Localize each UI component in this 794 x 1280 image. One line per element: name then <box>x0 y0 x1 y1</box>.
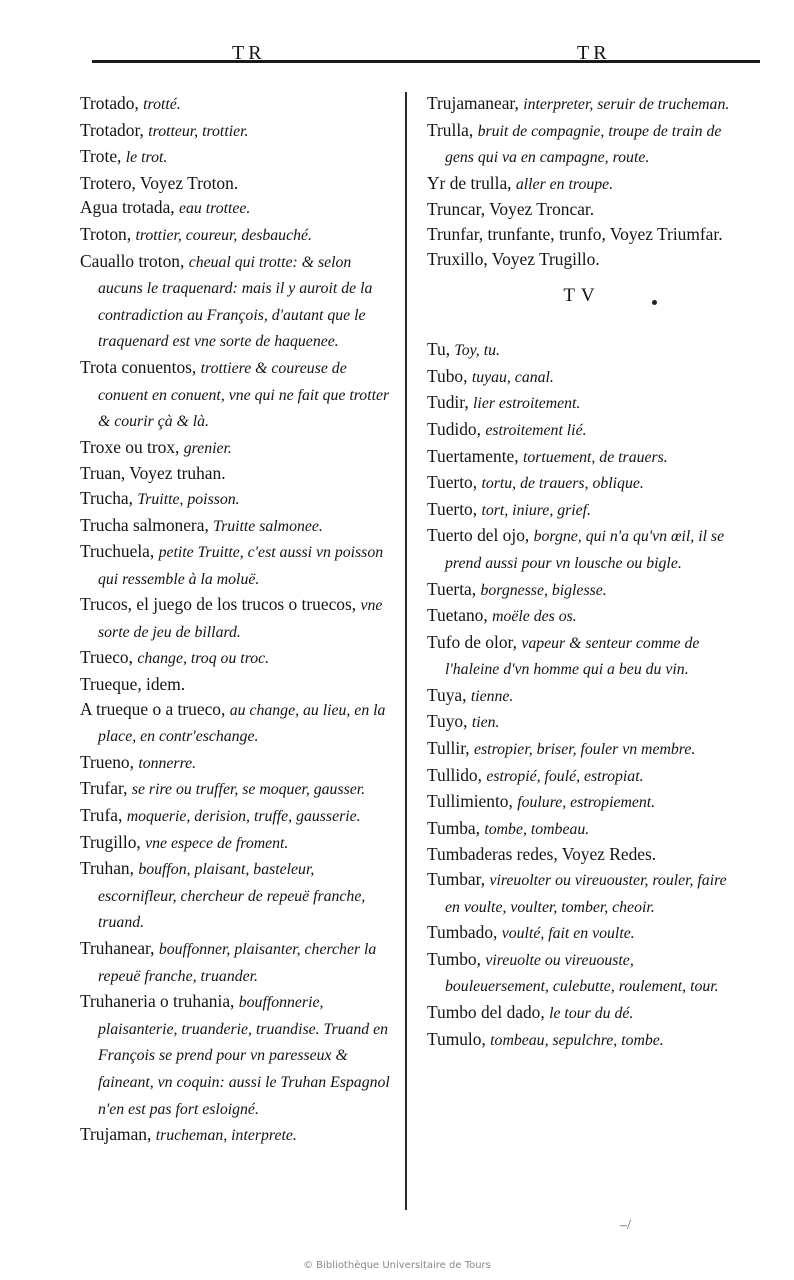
dictionary-entry <box>80 750 390 777</box>
entry-headword: Tullimiento, <box>427 791 513 812</box>
entry-headword: Troxe ou trox, <box>80 436 180 457</box>
dictionary-entry <box>80 171 390 196</box>
header-rule <box>92 60 760 63</box>
entry-definition: tortu, de trauers, oblique. <box>481 475 644 493</box>
entry-headword: Tumbar, <box>427 869 486 890</box>
dictionary-entry <box>80 486 390 513</box>
entry-headword: Truxillo, Voyez Trugillo. <box>427 248 600 269</box>
dictionary-entry <box>427 683 737 710</box>
entry-headword: Tubo, <box>427 365 468 386</box>
entry-headword: Trueque, idem. <box>80 674 186 695</box>
entry-definition: Toy, tu. <box>454 342 500 360</box>
dictionary-entry <box>427 523 737 576</box>
entry-headword: Tuya, <box>427 684 467 705</box>
entry-definition: tuyau, canal. <box>471 368 554 386</box>
entry-definition: Truitte, poisson. <box>137 490 240 508</box>
entry-headword: Tuerto del ojo, <box>427 525 530 546</box>
dictionary-entry <box>427 470 737 497</box>
dictionary-entry <box>427 91 737 118</box>
entry-headword: Tumulo, <box>427 1028 486 1049</box>
column-divider <box>405 92 407 1210</box>
dictionary-entry <box>427 247 737 272</box>
dictionary-entry <box>80 989 390 1122</box>
entry-headword: Tumbo del dado, <box>427 1002 545 1022</box>
entry-definition: change, troq ou troc. <box>137 650 270 668</box>
dictionary-entry <box>427 577 737 604</box>
entry-definition: Truitte salmonee. <box>213 517 323 535</box>
dictionary-entry <box>427 390 737 417</box>
dictionary-entry <box>80 222 390 249</box>
entry-headword: Tudido, <box>427 418 481 439</box>
running-head-left: TR <box>232 42 266 64</box>
entry-headword: Trugillo, <box>80 831 141 852</box>
entry-headword: Tullido, <box>427 764 482 785</box>
dictionary-entry <box>80 461 390 486</box>
entry-headword: Tumbado, <box>427 922 498 943</box>
entry-definition: lier estroitement. <box>473 395 581 413</box>
ink-mark: –/ <box>620 1218 631 1233</box>
dictionary-entry <box>427 1000 737 1027</box>
entry-headword: Trucos, el juego de los trucos o truecos, <box>80 594 357 615</box>
dictionary-entry <box>80 355 390 435</box>
entry-definition: moquerie, derision, truffe, gausserie. <box>126 808 361 826</box>
entry-definition: tort, iniure, grief. <box>481 501 592 519</box>
dictionary-entry <box>80 249 390 355</box>
left-column <box>80 91 390 1149</box>
dictionary-entry <box>80 776 390 803</box>
entry-headword: Trueco, <box>80 647 133 668</box>
entry-definition: vapeur & senteur comme de l'haleine d'vn homme qui a beu du vin. <box>445 634 700 679</box>
entry-definition: foulure, estropiement. <box>517 794 656 812</box>
entry-headword: Tumbo, <box>427 948 481 969</box>
dictionary-entry <box>427 842 737 867</box>
entry-headword: Trote, <box>80 146 122 167</box>
entry-headword: Truncar, Voyez Troncar. <box>427 199 595 220</box>
entry-headword: Trujaman, <box>80 1124 152 1145</box>
entry-headword: Tumbaderas redes, Voyez Redes. <box>427 844 657 865</box>
entry-headword: Cauallo troton, <box>80 250 185 271</box>
entry-definition: tien. <box>471 714 500 732</box>
entry-headword: Truhaneria o truhania, <box>80 991 235 1012</box>
entry-headword: Trucha, <box>80 487 133 508</box>
dictionary-entry <box>427 1027 737 1054</box>
dictionary-entry <box>427 364 737 391</box>
entry-headword: Tuerto, <box>427 498 478 519</box>
entry-headword: Tullir, <box>427 738 470 759</box>
dictionary-entry <box>427 867 737 920</box>
entry-headword: Tufo de olor, <box>427 631 517 652</box>
entry-definition: estropier, briser, fouler vn membre. <box>474 741 696 759</box>
entry-headword: Trotero, Voyez Troton. <box>80 172 239 193</box>
entry-definition: trucheman, interprete. <box>155 1127 297 1145</box>
dictionary-entry <box>427 337 737 364</box>
right-column <box>427 91 737 1053</box>
entry-headword: Tudir, <box>427 392 469 413</box>
entry-headword: Tuerta, <box>427 578 477 599</box>
dictionary-entry <box>427 417 737 444</box>
entry-headword: Tumba, <box>427 817 480 838</box>
dictionary-entry <box>427 816 737 843</box>
entry-definition: bouffonner, plaisanter, chercher la repeuë franche, truander. <box>98 941 377 985</box>
entry-definition: trotteur, trottier. <box>148 122 249 140</box>
dictionary-entry <box>427 920 737 947</box>
entry-definition: tonnerre. <box>138 754 197 772</box>
entry-headword: Trunfar, trunfante, trunfo, Voyez Triumfar. <box>427 223 723 244</box>
entry-headword: Trufa, <box>80 805 123 826</box>
entry-definition: tortuement, de trauers. <box>522 448 668 466</box>
entry-headword: Tuyo, <box>427 711 468 732</box>
entry-definition: trotté. <box>143 96 181 113</box>
entry-definition: vireuolter ou vireuouster, rouler, faire en voulte, voulter, tomber, cheoir. <box>445 872 727 916</box>
dictionary-entry <box>427 630 737 683</box>
dictionary-entry <box>80 195 390 222</box>
entry-headword: Troton, <box>80 223 132 244</box>
entry-definition: moële des os. <box>492 608 577 626</box>
entry-headword: A trueque o a trueco, <box>80 698 226 719</box>
entry-definition: bruit de compagnie, troupe de train de gens qui va en campagne, route. <box>445 122 722 167</box>
dictionary-entry <box>427 947 737 1000</box>
section-heading-tv: TV <box>563 285 601 307</box>
entry-headword: Trufar, <box>80 778 128 799</box>
dictionary-entry <box>80 803 390 830</box>
entry-definition: voulté, fait en voulte. <box>501 925 635 943</box>
dictionary-entry <box>427 603 737 630</box>
dictionary-entry <box>80 513 390 540</box>
entry-definition: cheual qui trotte: & selon aucuns le traquenard: mais il y auroit de la contradiction au François, d'autant que le traquenard est vne sorte de haquenee. <box>98 253 373 351</box>
entry-headword: Truhanear, <box>80 938 155 958</box>
dictionary-entry <box>80 435 390 462</box>
dictionary-entry <box>80 672 390 697</box>
dictionary-entry <box>80 539 390 592</box>
entry-headword: Tuetano, <box>427 605 488 626</box>
dictionary-entry <box>80 645 390 672</box>
entry-definition: tombeau, sepulchre, tombe. <box>490 1031 664 1049</box>
entry-definition: estroitement lié. <box>485 421 587 439</box>
entry-headword: Trucha salmonera, <box>80 514 209 535</box>
running-head-right: TR <box>577 42 611 64</box>
entry-headword: Agua trotada, <box>80 197 175 218</box>
entry-definition: interpreter, seruir de trucheman. <box>523 96 730 113</box>
entry-headword: Trujamanear, <box>427 93 519 113</box>
entry-headword: Trota conuentos, <box>80 356 197 377</box>
dictionary-entry <box>80 118 390 145</box>
entry-headword: Trueno, <box>80 751 134 772</box>
dictionary-entry <box>80 91 390 118</box>
entry-definition: tombe, tombeau. <box>484 820 590 838</box>
right-column-tv-entries <box>427 337 737 1053</box>
dictionary-entry <box>427 444 737 471</box>
dictionary-entry <box>80 697 390 750</box>
dictionary-entry <box>427 736 737 763</box>
dictionary-entry <box>80 830 390 857</box>
entry-headword: Tuertamente, <box>427 445 519 466</box>
entry-headword: Truhan, <box>80 858 134 879</box>
entry-definition: vireuolte ou vireuouste, bouleuersement, culebutte, roulement, tour. <box>445 951 719 996</box>
entry-headword: Yr de trulla, <box>427 172 512 193</box>
entry-definition: petite Truitte, c'est aussi vn poisson qui ressemble à la moluë. <box>98 544 384 588</box>
dictionary-entry <box>427 763 737 790</box>
dictionary-entry <box>80 592 390 645</box>
entry-definition: grenier. <box>183 439 232 457</box>
entry-definition: vne sorte de jeu de billard. <box>98 597 383 641</box>
entry-definition: le tour du dé. <box>549 1005 634 1022</box>
entry-headword: Trotador, <box>80 119 144 140</box>
entry-definition: eau trottee. <box>179 200 251 218</box>
entry-headword: Trulla, <box>427 119 474 140</box>
dictionary-entry <box>427 789 737 816</box>
entry-definition: borgne, qui n'a qu'vn œil, il se prend aussi pour vn lousche ou bigle. <box>445 528 725 572</box>
entry-definition: borgnesse, biglesse. <box>480 581 607 599</box>
entry-definition: estropié, foulé, estropiat. <box>486 767 644 785</box>
dictionary-entry <box>80 936 390 989</box>
entry-definition: au change, au lieu, en la place, en contr'eschange. <box>98 701 386 746</box>
dictionary-entry <box>427 222 737 247</box>
dictionary-entry <box>80 856 390 936</box>
entry-headword: Truchuela, <box>80 541 155 562</box>
dictionary-entry <box>80 144 390 171</box>
entry-definition: vne espece de froment. <box>145 834 289 852</box>
entry-definition: se rire ou truffer, se moquer, gausser. <box>131 781 366 799</box>
entry-headword: Truan, Voyez truhan. <box>80 463 226 484</box>
entry-definition: bouffonnerie, plaisanterie, truanderie, truandise. Truand en François se prend pour vn paresseux & faineant, vn coquin: aussi le Truhan Espagnol n'en est pas fort esloigné. <box>98 994 390 1118</box>
entry-definition: trottier, coureur, desbauché. <box>135 226 312 244</box>
entry-definition: tienne. <box>470 687 514 705</box>
entry-definition: trottiere & coureuse de conuent en conuent, vne qui ne fait que trotter & courir çà & là. <box>98 359 390 431</box>
dictionary-entry <box>427 171 737 198</box>
dictionary-entry <box>427 497 737 524</box>
entry-headword: Trotado, <box>80 93 139 113</box>
entry-definition: le trot. <box>125 149 168 167</box>
entry-headword: Tuerto, <box>427 472 478 493</box>
entry-definition: bouffon, plaisant, basteleur, escornifleur, chercheur de repeuë franche, truand. <box>98 861 366 932</box>
dictionary-entry <box>80 1122 390 1149</box>
right-column-tr-entries <box>427 91 737 271</box>
dictionary-entry <box>427 709 737 736</box>
dictionary-entry <box>427 197 737 222</box>
entry-definition: aller en troupe. <box>515 175 614 193</box>
library-credit: © Bibliothèque Universitaire de Tours <box>303 1260 491 1271</box>
ink-dot <box>652 300 657 305</box>
entry-headword: Tu, <box>427 339 451 360</box>
dictionary-entry <box>427 118 737 171</box>
